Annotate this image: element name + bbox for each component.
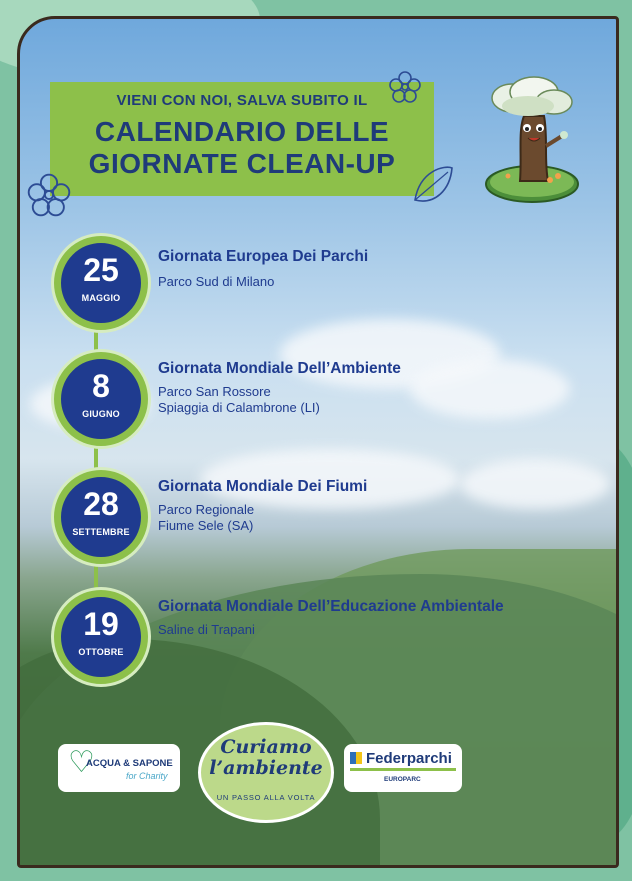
acqua-sapone-text: ACQUA & SAPONE [86, 758, 173, 769]
header-banner [50, 82, 434, 196]
charity-text: for Charity [126, 771, 168, 781]
cloud [460, 459, 610, 509]
event-place: Fiume Sele (SA) [158, 518, 254, 533]
event-place: Parco San Rossore [158, 384, 271, 399]
europarc-text: EUROPARC [384, 776, 421, 783]
federparchi-text: Federparchi [366, 750, 452, 767]
heart-icon: ♡ [68, 746, 95, 779]
date-month: MAGGIO [81, 293, 121, 303]
curiamo-ambiente-logo [198, 722, 334, 823]
event-title: Giornata Mondiale Dell’Ambiente [158, 360, 401, 377]
event-place: Spiaggia di Calambrone (LI) [158, 400, 320, 415]
event-place: Saline di Trapani [158, 622, 255, 637]
header-subtitle: VIENI CON NOI, SALVA SUBITO IL [116, 92, 368, 109]
curiamo-line1: Curiamo [220, 736, 312, 758]
federparchi-logo [344, 744, 462, 792]
date-month: OTTOBRE [78, 647, 124, 657]
date-day: 19 [83, 606, 119, 642]
header-title [50, 116, 434, 180]
acqua-sapone-logo [58, 744, 180, 792]
event-title: Giornata Europea Dei Parchi [158, 248, 369, 265]
curiamo-line2: l’ambiente [209, 757, 323, 779]
date-badge [54, 470, 148, 564]
timeline-line [94, 280, 98, 620]
curiamo-text [201, 737, 331, 779]
flower-icon [26, 172, 72, 218]
curiamo-tagline: UN PASSO ALLA VOLTA [216, 793, 316, 802]
event-place: Parco Regionale [158, 502, 255, 517]
date-month: GIUGNO [82, 409, 120, 419]
header-title-line1: CALENDARIO DELLE [94, 116, 390, 147]
date-day: 28 [83, 486, 119, 522]
date-badge [54, 236, 148, 330]
event-title: Giornata Mondiale Dei Fiumi [158, 478, 368, 495]
leaf-icon [410, 160, 456, 210]
tree-mascot-icon [482, 76, 582, 206]
header-title-line2: GIORNATE CLEAN-UP [88, 148, 396, 179]
date-month: SETTEMBRE [72, 527, 130, 537]
date-day: 25 [83, 252, 119, 288]
event-title: Giornata Mondiale Dell’Educazione Ambientale [158, 598, 504, 615]
flower-icon [388, 70, 422, 104]
date-badge [54, 590, 148, 684]
date-day: 8 [92, 368, 110, 404]
date-badge [54, 352, 148, 446]
federparchi-bar [350, 768, 456, 771]
event-place: Parco Sud di Milano [158, 274, 275, 289]
federparchi-flag-icon [350, 752, 362, 764]
cloud [410, 359, 570, 419]
